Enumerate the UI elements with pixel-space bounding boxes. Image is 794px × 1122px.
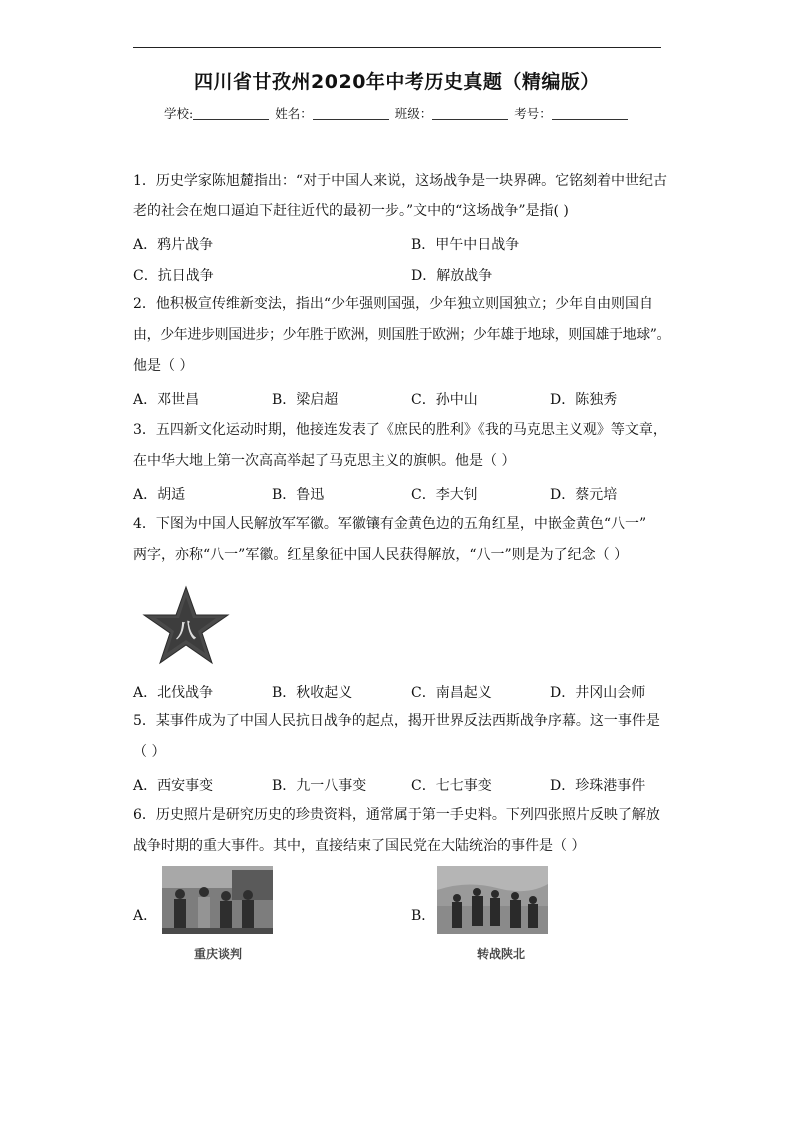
class-field[interactable]: [432, 107, 508, 120]
question-3-option-a[interactable]: A．胡适: [133, 487, 186, 503]
question-5-option-c[interactable]: C．七七事变: [411, 778, 492, 794]
question-2-option-a[interactable]: A．邓世昌: [133, 392, 200, 408]
question-1-option-d[interactable]: D．解放战争: [411, 268, 493, 284]
question-1-option-b[interactable]: B．甲午中日战争: [411, 237, 520, 253]
name-label: 姓名：: [275, 106, 313, 121]
question-2-option-d[interactable]: D．陈独秀: [550, 392, 618, 408]
chongqing-negotiation-photo[interactable]: [162, 866, 273, 934]
question-4-option-a[interactable]: A．北伐战争: [133, 685, 214, 701]
question-1-option-a[interactable]: A．鸦片战争: [133, 237, 214, 253]
northern-shaanxi-campaign-photo[interactable]: [437, 866, 548, 934]
question-5-text-line-1: 5．某事件成为了中国人民抗日战争的起点，揭开世界反法西斯战争序幕。这一事件是: [133, 713, 660, 729]
question-6-option-b[interactable]: B．: [411, 908, 436, 924]
school-field[interactable]: [193, 107, 269, 120]
question-6-option-a[interactable]: A．: [133, 908, 158, 924]
page-title: 四川省甘孜州2020年中考历史真题（精编版）: [194, 71, 600, 93]
exam-number-label: 考号：: [514, 106, 552, 121]
question-5-option-b[interactable]: B．九一八事变: [272, 778, 367, 794]
question-5-text-line-2: （ ）: [133, 744, 166, 760]
question-3-option-d[interactable]: D．蔡元培: [550, 487, 618, 503]
question-1-option-c[interactable]: C．抗日战争: [133, 268, 214, 284]
question-5-option-d[interactable]: D．珍珠港事件: [550, 778, 646, 794]
class-label: 班级：: [394, 106, 433, 121]
question-2-text-line-1: 2．他积极宣传维新变法，指出“少年强则国强，少年独立则国独立；少年自由则国自: [133, 296, 654, 312]
question-2-option-c[interactable]: C．孙中山: [411, 392, 478, 408]
question-4-option-d[interactable]: D．井冈山会师: [550, 685, 646, 701]
question-4-option-b[interactable]: B．秋收起义: [272, 685, 353, 701]
question-1-text-line-1: 1．历史学家陈旭麓指出：“对于中国人来说，这场战争是一块界碑。它铭刻着中世纪古: [133, 173, 668, 189]
name-field[interactable]: [313, 107, 389, 120]
question-4-option-c[interactable]: C．南昌起义: [411, 685, 492, 701]
photo-caption-b: 转战陕北: [477, 947, 526, 961]
question-3-option-b[interactable]: B．鲁迅: [272, 487, 325, 503]
question-2-text-line-3: 他是（ ）: [133, 358, 194, 374]
student-info-fields: [164, 104, 630, 122]
pla-emblem-star-image: [140, 585, 232, 665]
photo-caption-a: 重庆谈判: [194, 947, 243, 961]
question-1-text-line-2: 老的社会在炮口逼迫下赶往近代的最初一步。”文中的“这场战争”是指( ): [133, 203, 569, 219]
question-4-text-line-2: 两字，亦称“八一”军徽。红星象征中国人民获得解放，“八一”则是为了纪念（ ）: [133, 547, 629, 563]
emblem-character: 八: [176, 618, 196, 642]
question-5-option-a[interactable]: A．西安事变: [133, 778, 214, 794]
header-rule: [133, 47, 661, 48]
question-3-option-c[interactable]: C．李大钊: [411, 487, 478, 503]
exam-number-field[interactable]: [552, 107, 628, 120]
question-6-text-line-1: 6．历史照片是研究历史的珍贵资料，通常属于第一手史料。下列四张照片反映了解放: [133, 807, 660, 823]
question-3-text-line-1: 3．五四新文化运动时期，他接连发表了《庶民的胜利》《我的马克思主义观》等文章，: [133, 422, 667, 438]
question-2-text-line-2: 由，少年进步则国进步；少年胜于欧洲，则国胜于欧洲；少年雄于地球，则国雄于地球”。: [133, 327, 671, 343]
question-3-text-line-2: 在中华大地上第一次高高举起了马克思主义的旗帜。他是（ ）: [133, 453, 516, 469]
question-6-text-line-2: 战争时期的重大事件。其中，直接结束了国民党在大陆统治的事件是（ ）: [133, 838, 586, 854]
question-4-text-line-1: 4．下图为中国人民解放军军徽。军徽镶有金黄色边的五角红星，中嵌金黄色“八一”: [133, 516, 647, 532]
school-label: 学校:: [164, 106, 194, 121]
question-2-option-b[interactable]: B．梁启超: [272, 392, 339, 408]
